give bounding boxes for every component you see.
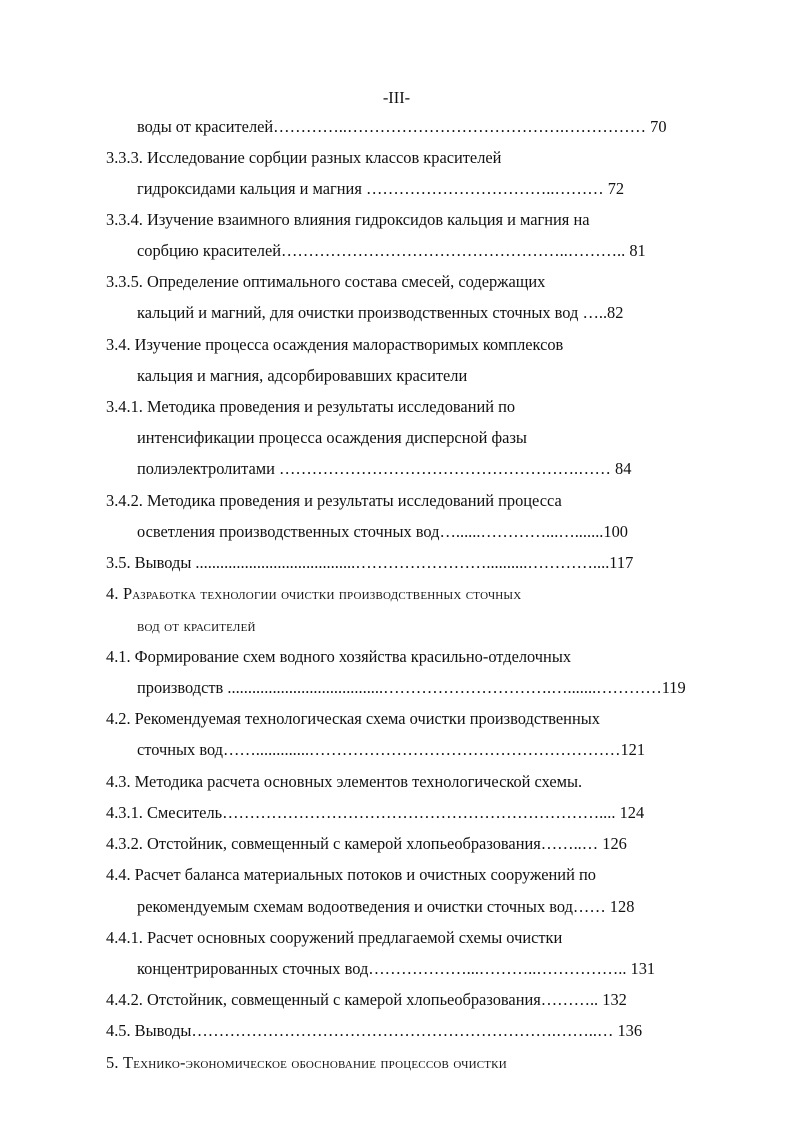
toc-chapter-heading: вод от красителей <box>137 616 256 635</box>
toc-line: 4.3. Методика расчета основных элементов технологической схемы. <box>106 772 583 791</box>
toc-line: концентрированных сточных вод………………...………..…………….. 131 <box>137 959 656 978</box>
toc-line: интенсификации процесса осаждения дисперсной фазы <box>137 428 527 447</box>
toc-line: производств ......................................………………………….….......…………119 <box>137 678 686 697</box>
toc-line: 3.4.2. Методика проведения и результаты исследований процесса <box>106 491 562 510</box>
toc-line: 3.4.1. Методика проведения и результаты исследований по <box>106 397 516 416</box>
toc-line: 4.4. Расчет баланса материальных потоков и очистных сооружений по <box>106 865 596 884</box>
toc-line: осветления производственных сточных вод…......…………...….......100 <box>137 522 628 541</box>
toc-line: воды от красителей…………..………………………………….…………… 70 <box>137 117 667 136</box>
toc-line: 4.4.1. Расчет основных сооружений предлагаемой схемы очистки <box>106 928 563 947</box>
toc-line: сточных вод…….............…………………………………………………121 <box>137 740 646 759</box>
toc-line: полиэлектролитами ……………………………………………….…… 84 <box>137 459 632 478</box>
toc-line: 4.5. Выводы………………………………………………………….……..… 136 <box>106 1021 643 1040</box>
toc-line: рекомендуемым схемам водоотведения и очистки сточных вод…… 128 <box>137 897 635 916</box>
toc-line: 3.3.4. Изучение взаимного влияния гидроксидов кальция и магния на <box>106 210 590 229</box>
toc-line: кальция и магния, адсорбировавших красители <box>137 366 468 385</box>
toc-line: сорбцию красителей……………………………………………..……….. 81 <box>137 241 646 260</box>
toc-line: 3.4. Изучение процесса осаждения малорастворимых комплексов <box>106 335 564 354</box>
toc-line: 3.3.3. Исследование сорбции разных классов красителей <box>106 148 502 167</box>
toc-line: 4.3.2. Отстойник, совмещенный с камерой хлопьеобразования……..… 126 <box>106 834 627 853</box>
toc-line: 4.2. Рекомендуемая технологическая схема очистки производственных <box>106 709 600 728</box>
toc-line: 4.1. Формирование схем водного хозяйства красильно-отделочных <box>106 647 572 666</box>
toc-line: 4.3.1. Смеситель…………………………………………………………….... 124 <box>106 803 645 822</box>
toc-line: гидроксидами кальция и магния ……………………………..……… 72 <box>137 179 625 198</box>
toc-chapter-heading: 4. Разработка технологии очистки производственных сточных <box>106 584 522 603</box>
page-number: -III- <box>382 88 411 107</box>
toc-chapter-heading: 5. Технико-экономическое обоснование процессов очистки <box>106 1053 507 1072</box>
toc-line: 4.4.2. Отстойник, совмещенный с камерой хлопьеобразования……….. 132 <box>106 990 627 1009</box>
toc-line: 3.3.5. Определение оптимального состава смесей, содержащих <box>106 272 546 291</box>
toc-line: кальций и магний, для очистки производственных сточных вод …..82 <box>137 303 624 322</box>
toc-line: 3.5. Выводы .......................................……………………..........…………....117 <box>106 553 634 572</box>
